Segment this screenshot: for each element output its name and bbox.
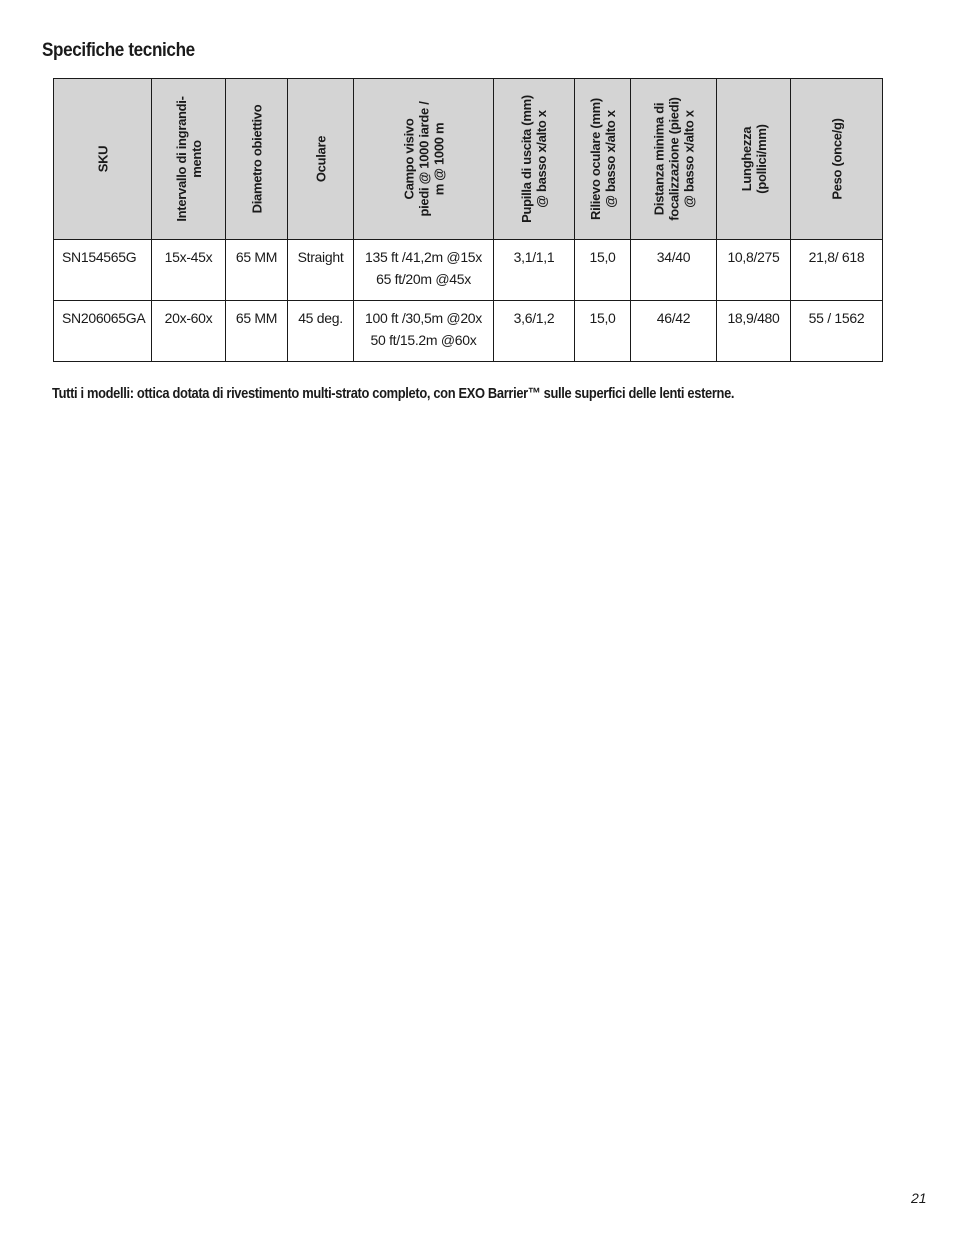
table-cell: 3,1/1,1 <box>494 240 575 301</box>
header-label: Rilievo oculare (mm) @ basso x/alto x <box>587 98 618 220</box>
header-cell-close-focus <box>631 79 717 240</box>
table-cell: 65 MM <box>226 240 288 301</box>
table-cell: 55 / 1562 <box>791 301 883 362</box>
table-cell: 46/42 <box>631 301 717 362</box>
table-cell: 100 ft /30,5m @20x 50 ft/15.2m @60x <box>354 301 494 362</box>
table-cell: 21,8/ 618 <box>791 240 883 301</box>
table-cell: 45 deg. <box>288 301 354 362</box>
header-cell-eye-relief <box>575 79 631 240</box>
table-cell: 15x-45x <box>152 240 226 301</box>
header-cell-weight <box>791 79 883 240</box>
table-cell: 135 ft /41,2m @15x 65 ft/20m @45x <box>354 240 494 301</box>
header-label: Diametro obiettivo <box>249 104 264 214</box>
header-label: Intervallo di ingrandi- mento <box>173 96 204 222</box>
header-label: Pupilla di uscita (mm) @ basso x/alto x <box>519 95 549 223</box>
page-number: 21 <box>911 1190 927 1206</box>
header-cell-length <box>717 79 791 240</box>
header-label: SKU <box>95 145 110 173</box>
table-cell: 65 MM <box>226 301 288 362</box>
table-cell: 34/40 <box>631 240 717 301</box>
table-row <box>54 240 883 301</box>
table-header-row <box>54 79 883 240</box>
header-label: Distanza minima di focalizzazione (piedi) @ basso x/alto x <box>651 97 696 221</box>
table-cell: SN154565G <box>54 240 152 301</box>
header-cell-sku <box>54 79 152 240</box>
header-cell-objective-diameter <box>226 79 288 240</box>
page-title: Specifiche tecniche <box>42 40 195 61</box>
table-cell: 15,0 <box>575 240 631 301</box>
header-label: Campo visivo piedi @ 1000 iarde / m @ 1000 m <box>401 101 446 217</box>
table-cell: 10,8/275 <box>717 240 791 301</box>
header-label: Lunghezza (pollici/mm) <box>738 124 769 194</box>
specifications-table <box>53 78 883 362</box>
header-cell-field-of-view <box>354 79 494 240</box>
header-cell-exit-pupil <box>494 79 575 240</box>
header-label: Oculare <box>313 135 328 183</box>
table-cell: SN206065GA <box>54 301 152 362</box>
table-cell: Straight <box>288 240 354 301</box>
table-cell: 15,0 <box>575 301 631 362</box>
table-row <box>54 301 883 362</box>
header-cell-magnification <box>152 79 226 240</box>
header-cell-eyepiece <box>288 79 354 240</box>
footnote: Tutti i modelli: ottica dotata di rivestimento multi-strato completo, con EXO Barrier™ sulle superfici delle lenti esterne. <box>52 385 735 402</box>
table-cell: 3,6/1,2 <box>494 301 575 362</box>
table-cell: 18,9/480 <box>717 301 791 362</box>
header-label: Peso (once/g) <box>829 118 844 200</box>
table-cell: 20x-60x <box>152 301 226 362</box>
